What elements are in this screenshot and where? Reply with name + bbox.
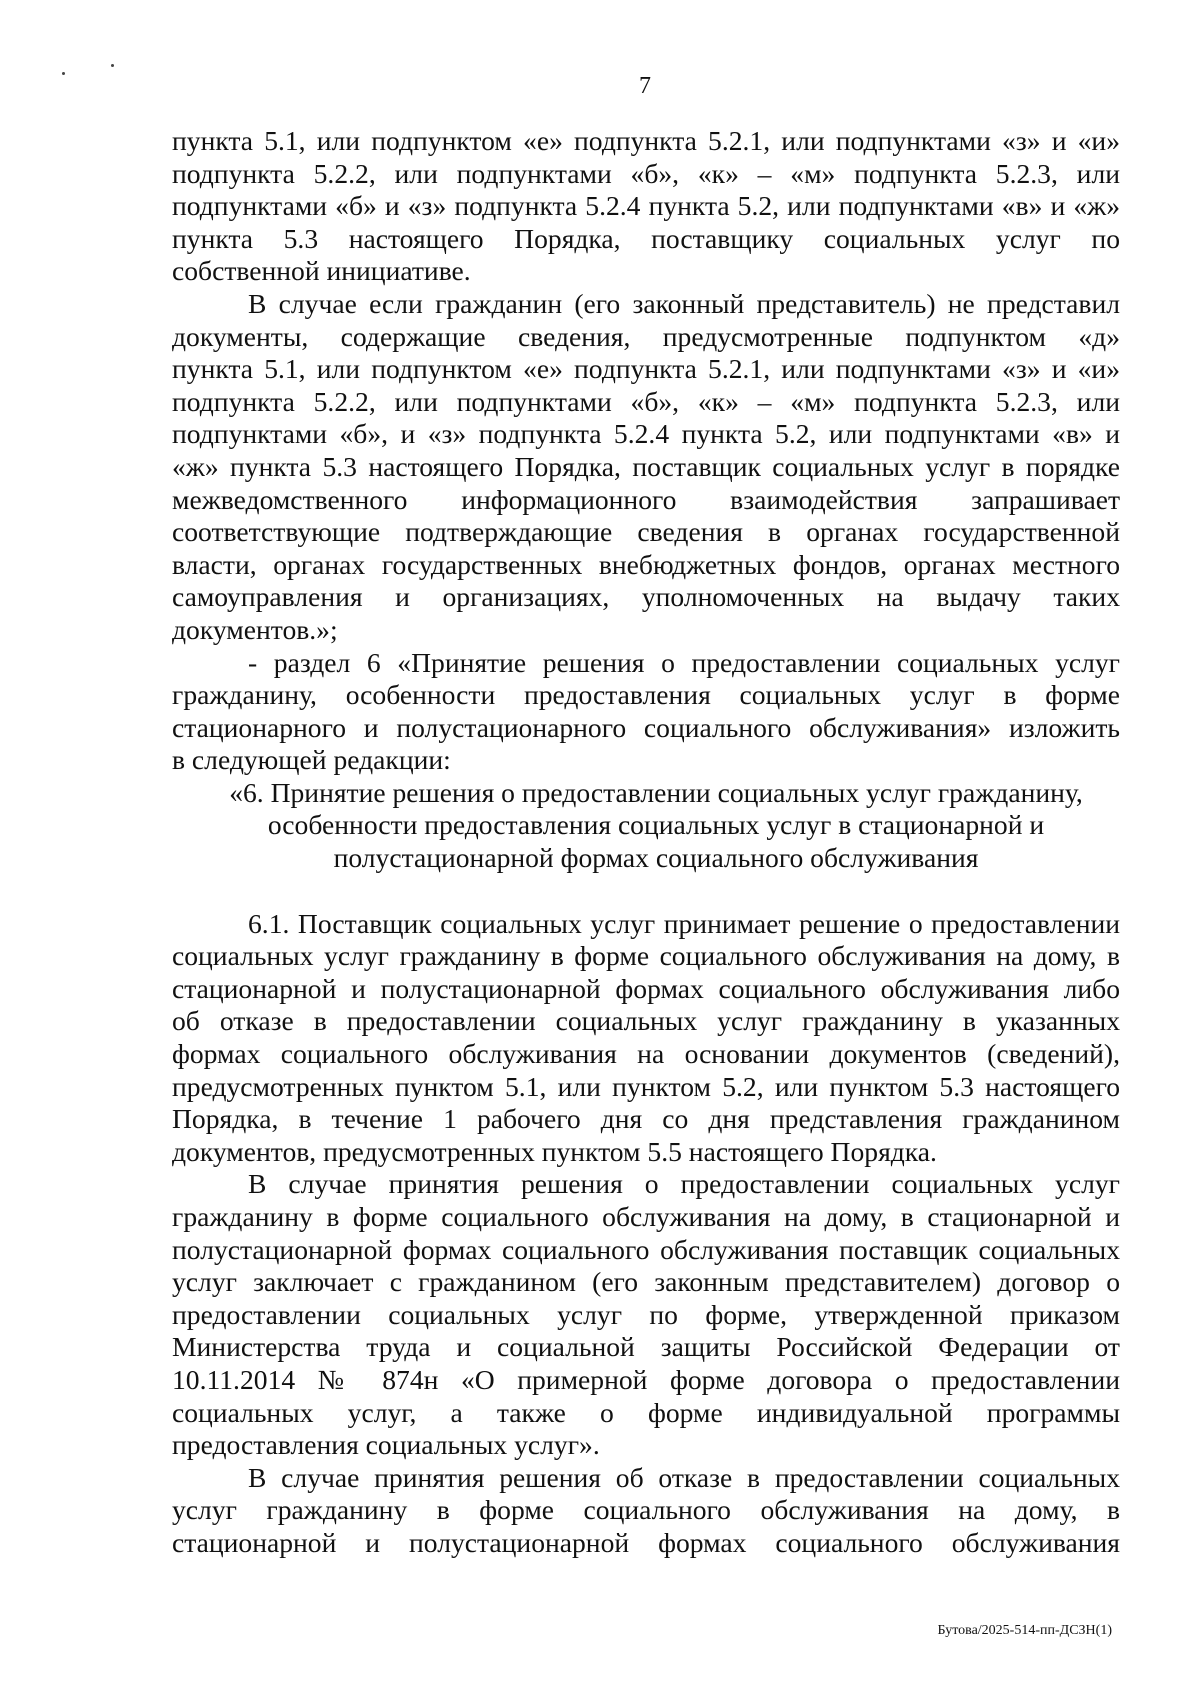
heading-line: «6. Принятие решения о предоставлении социальных услуг гражданину,: [229, 776, 1083, 808]
text-line: об отказе в предоставлении социальных услуг гражданину в указанных: [172, 1005, 1120, 1037]
text-line: услуг гражданину в форме социального обслуживания на дому, в: [172, 1494, 1120, 1526]
clause-6-1: [172, 908, 1120, 1169]
text-line: подпункта 5.2.2, или подпунктами «б», «к» – «м» подпункта 5.2.3, или: [172, 385, 1120, 417]
text-line: Министерства труда и социальной защиты Российской Федерации от: [172, 1331, 1120, 1363]
continuation-paragraph: [172, 125, 1120, 288]
text-line: документов.»;: [172, 613, 338, 645]
text-line: полустационарной формах социального обслуживания поставщик социальных: [172, 1233, 1120, 1265]
text-line: - раздел 6 «Принятие решения о предоставлении социальных услуг: [248, 646, 1120, 678]
text-line: В случае принятия решения о предоставлении социальных услуг: [248, 1168, 1120, 1200]
text-line: В случае принятия решения об отказе в предоставлении социальных: [248, 1461, 1120, 1493]
text-line: предусмотренных пунктом 5.1, или пунктом 5.2, или пунктом 5.3 настоящего: [172, 1070, 1120, 1102]
blank-line: [172, 875, 1120, 908]
text-line: документы, содержащие сведения, предусмотренные подпунктом «д»: [172, 320, 1120, 352]
text-line: власти, органах государственных внебюджетных фондов, органах местного: [172, 548, 1120, 580]
text-line: подпунктами «б» и «з» подпункта 5.2.4 пункта 5.2, или подпунктами «в» и «ж»: [172, 190, 1120, 222]
text-line: В случае если гражданин (его законный представитель) не представил: [248, 287, 1120, 319]
text-line: стационарной и полустационарной формах социального обслуживания либо: [172, 972, 1120, 1004]
text-line: соответствующие подтверждающие сведения в органах государственной: [172, 516, 1120, 548]
text-line: предоставления социальных услуг».: [172, 1429, 600, 1461]
text-line: 6.1. Поставщик социальных услуг принимает решение о предоставлении: [248, 907, 1120, 939]
scan-speck: [111, 64, 114, 67]
text-line: «ж» пункта 5.3 настоящего Порядка, поставщик социальных услуг в порядке: [172, 450, 1120, 482]
text-line: гражданину в форме социального обслуживания на дому, в стационарной и: [172, 1201, 1120, 1232]
text-line: подпункта 5.2.2, или подпунктами «б», «к» – «м» подпункта 5.2.3, или: [172, 157, 1120, 189]
text-line: подпунктами «б», и «з» подпункта 5.2.4 пункта 5.2, или подпунктами «в» и: [172, 418, 1120, 450]
text-line: формах социального обслуживания на основании документов (сведений),: [172, 1038, 1120, 1070]
text-line: пункта 5.1, или подпунктом «е» подпункта 5.2.1, или подпунктами «з» и «и»: [172, 353, 1120, 385]
text-line: межведомственного информационного взаимодействия запрашивает: [172, 483, 1120, 515]
text-line: Порядка, в течение 1 рабочего дня со дня представления гражданином: [172, 1103, 1120, 1135]
text-line: стационарной и полустационарной формах социального обслуживания: [172, 1526, 1120, 1558]
document-code: Бутова/2025-514-пп-ДСЗН(1): [937, 1623, 1112, 1638]
text-line: социальных услуг гражданину в форме социального обслуживания на дому, в: [172, 940, 1120, 972]
text-line: стационарного и полустационарного социального обслуживания» изложить: [172, 711, 1120, 743]
document-body: [172, 125, 1120, 1560]
text-line: социальных услуг, а также о форме индивидуальной программы: [172, 1396, 1120, 1428]
heading-line: особенности предоставления социальных услуг в стационарной и: [267, 809, 1045, 841]
text-line: пункта 5.3 настоящего Порядка, поставщику социальных услуг по: [172, 222, 1120, 254]
text-line: 10.11.2014 № 874н «О примерной форме договора о предоставлении: [172, 1363, 1120, 1395]
text-line: самоуправления и организациях, уполномоченных на выдачу таких: [172, 581, 1120, 613]
paragraph-refusal: [172, 1462, 1120, 1560]
paragraph-case-not-submitted: [172, 288, 1120, 647]
text-line: предоставлении социальных услуг по форме, утвержденной приказом: [172, 1298, 1120, 1330]
text-line: собственной инициативе.: [172, 255, 471, 287]
text-line: пункта 5.1, или подпунктом «е» подпункта 5.2.1, или подпунктами «з» и «и»: [172, 125, 1120, 156]
paragraph-section-6-amendment: [172, 647, 1120, 777]
text-line: услуг заключает с гражданином (его законным представителем) договор о: [172, 1266, 1120, 1298]
page-number: 7: [639, 73, 651, 99]
heading-line: полустационарной формах социального обслуживания: [333, 842, 979, 874]
section-heading: [172, 777, 1120, 875]
text-line: гражданину, особенности предоставления социальных услуг в форме: [172, 679, 1120, 711]
text-line: документов, предусмотренных пунктом 5.5 настоящего Порядка.: [172, 1135, 937, 1167]
text-line: в следующей редакции:: [172, 744, 451, 776]
paragraph-contract: [172, 1168, 1120, 1461]
